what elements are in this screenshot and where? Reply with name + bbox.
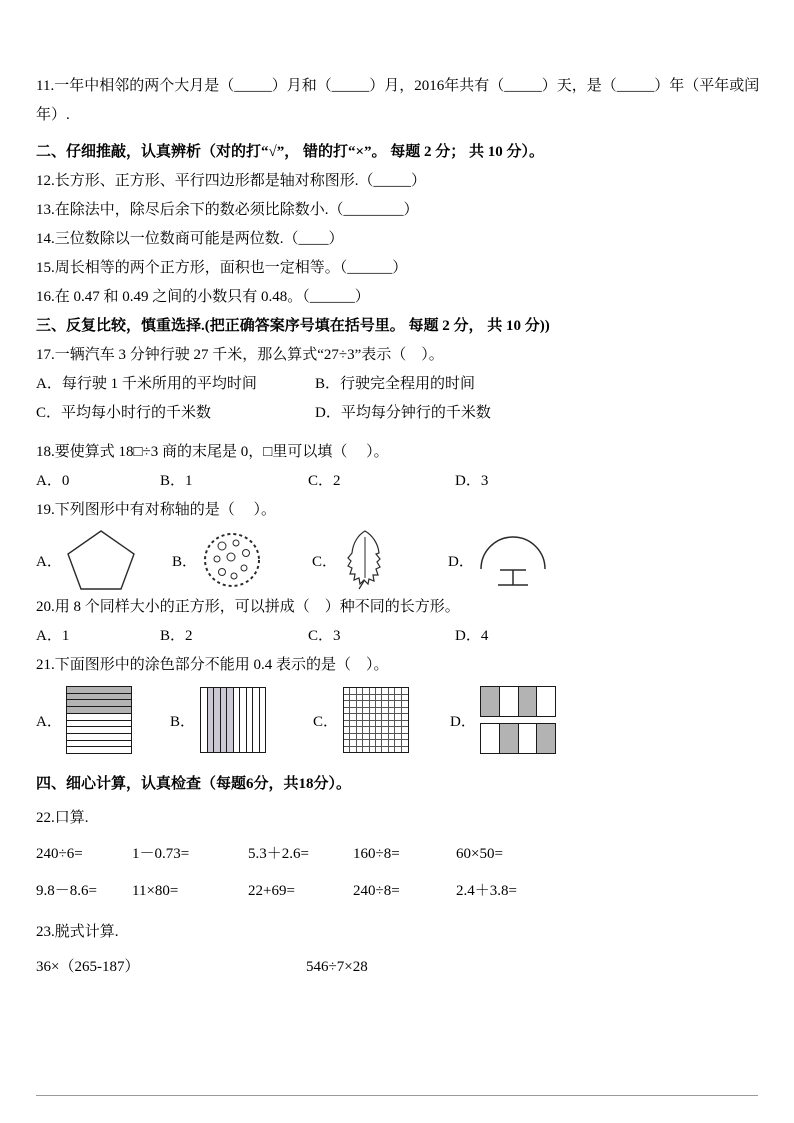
arc-tee-figure (478, 531, 548, 589)
q20-option-c: C．3 (308, 628, 341, 644)
page-footer-line (36, 1095, 758, 1096)
leaf-icon (342, 529, 388, 591)
question-17-options-ab (36, 370, 760, 399)
section-2-title: 二、仔细推敲，认真辨析（对的打“√”， 错的打“×”。 每题 2 分； 共 10 分）。 (36, 144, 545, 160)
dotted-circle-figure (202, 531, 262, 589)
expression-1: 36×（265-187） (36, 959, 140, 975)
question-23-expressions (36, 953, 760, 982)
dotted-circle-icon (202, 531, 262, 589)
q17-option-a: A．每行驶 1 千米所用的平均时间 (36, 376, 257, 392)
pentagon-icon (66, 529, 136, 591)
question-22-row2 (36, 877, 760, 906)
calc-item: 60×50= (456, 846, 503, 862)
q18-option-d: D．3 (455, 473, 489, 489)
calc-item: 5.3＋2.6= (248, 846, 309, 862)
q21-label-a: A． (36, 713, 62, 730)
arc-tee-icon (478, 531, 548, 589)
expression-2: 546÷7×28 (306, 959, 368, 975)
vertical-stripes-figure (200, 687, 266, 753)
calc-item: 240÷6= (36, 846, 83, 862)
calc-item: 2.4＋3.8= (456, 883, 517, 899)
question-18-options (36, 467, 760, 496)
leaf-figure (342, 529, 388, 591)
question-22-row1 (36, 840, 760, 869)
question-15: 15.周长相等的两个正方形，面积也一定相等。（______） (36, 260, 408, 276)
question-14: 14.三位数除以一位数商可能是两位数.（____） (36, 231, 344, 247)
q18-option-a: A．0 (36, 473, 70, 489)
hundred-grid-figure (343, 687, 409, 753)
question-16: 16.在 0.47 和 0.49 之间的小数只有 0.48。（______） (36, 289, 370, 305)
calc-item: 9.8－8.6= (36, 883, 97, 899)
hundred-grid (343, 687, 409, 753)
question-18-stem: 18.要使算式 18□÷3 商的末尾是 0，□里可以填（ ）。 (36, 444, 389, 460)
question-17-options-cd (36, 399, 760, 428)
question-13: 13.在除法中，除尽后余下的数必须比除数小.（________） (36, 202, 419, 218)
q20-option-b: B．2 (160, 628, 193, 644)
q19-label-a: A． (36, 553, 62, 570)
q20-option-a: A．1 (36, 628, 70, 644)
calc-item: 22+69= (248, 883, 295, 899)
q17-option-b: B．行驶完全程用的时间 (315, 376, 476, 392)
question-20-stem: 20.用 8 个同样大小的正方形，可以拼成（ ）种不同的长方形。 (36, 599, 460, 615)
q17-option-c: C．平均每小时行的千米数 (36, 405, 212, 421)
question-11: 11.一年中相邻的两个大月是（_____）月和（_____）月，2016年共有（_____）天，是（_____）年（平年或闰年）. (36, 78, 760, 123)
calc-item: 1－0.73= (132, 846, 190, 862)
q18-option-c: C．2 (308, 473, 341, 489)
q19-label-c: C． (312, 553, 338, 570)
calc-item: 240÷8= (353, 883, 400, 899)
q19-label-d: D． (448, 553, 474, 570)
q20-option-d: D．4 (455, 628, 489, 644)
calc-item: 11×80= (132, 883, 179, 899)
v-stripes-grid (200, 687, 266, 753)
question-12: 12.长方形、正方形、平行四边形都是轴对称图形.（_____） (36, 173, 427, 189)
question-20-options (36, 622, 760, 651)
q17-option-d: D．平均每分钟行的千米数 (315, 405, 491, 421)
question-21-stem: 21.下面图形中的涂色部分不能用 0.4 表示的是（ ）。 (36, 657, 389, 673)
question-19-figures (36, 527, 760, 593)
pentagon-figure (66, 529, 136, 591)
question-23-stem: 23.脱式计算. (36, 924, 119, 940)
q19-label-b: B． (172, 553, 198, 570)
question-19-stem: 19.下列图形中有对称轴的是（ ）。 (36, 502, 277, 518)
two-row-cells-figure (480, 686, 556, 754)
calc-item: 160÷8= (353, 846, 400, 862)
section-4-title: 四、细心计算，认真检查（每题6分，共18分）。 (36, 776, 352, 792)
question-21-figures (36, 684, 760, 756)
horizontal-stripes-figure (66, 686, 132, 754)
section-3-title: 三、反复比较，慎重选择.(把正确答案序号填在括号里。 每题 2 分， 共 10 分)) (36, 318, 550, 334)
two-row-cells-grid (480, 686, 556, 754)
question-17-stem: 17.一辆汽车 3 分钟行驶 27 千米，那么算式“27÷3”表示（ ）。 (36, 347, 444, 363)
q21-label-c: C． (313, 713, 339, 730)
q21-label-d: D． (450, 713, 476, 730)
q21-label-b: B． (170, 713, 196, 730)
q18-option-b: B．1 (160, 473, 193, 489)
question-22-stem: 22.口算. (36, 810, 89, 826)
h-stripes-grid (66, 686, 132, 754)
